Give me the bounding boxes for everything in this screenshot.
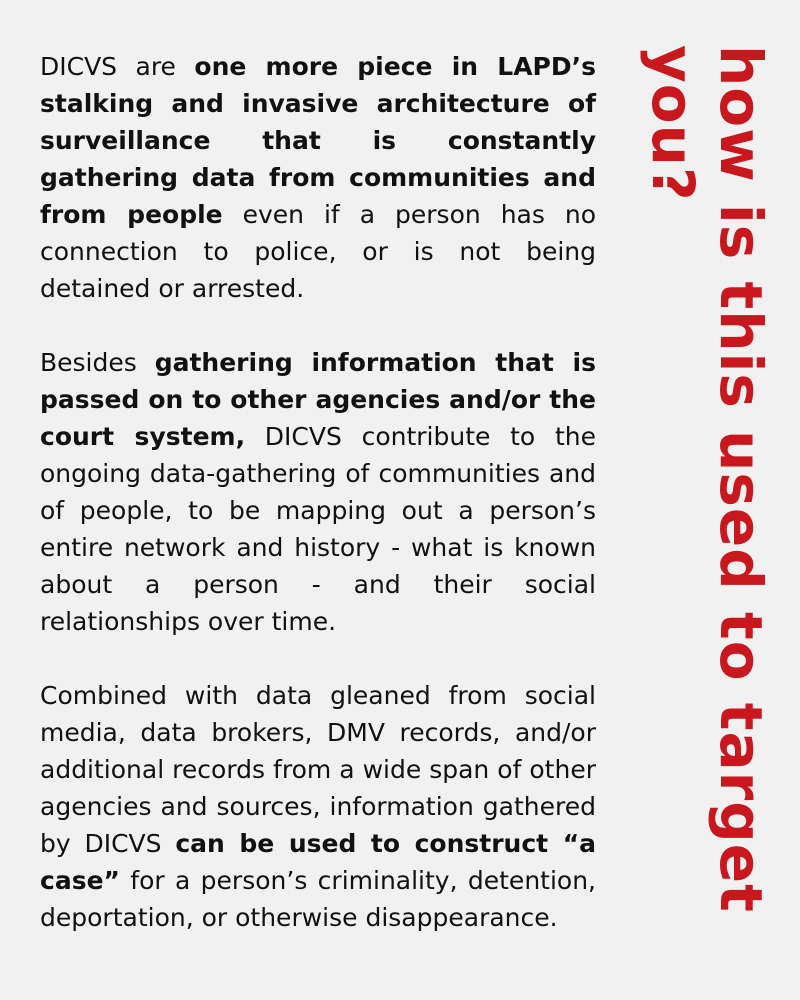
p3-seg2: can be used to construct “a case” [40,829,596,895]
p2-seg2: gathering information that is passed on to other agencies and/or the court system, [40,348,596,451]
p3-seg3: for a person’s criminality, detention, deportation, or otherwise disappearance. [40,866,596,932]
body-text [40,48,596,973]
side-title: how is this used to target you? [639,45,775,913]
side-title-container [625,45,775,965]
p2-seg1: Besides [40,348,155,377]
p2-seg3: DICVS contribute to the ongoing data-gathering of communities and of people, to be mapping out a person’s entire network and history - what is known about a person - and their social relationships over time. [40,422,596,636]
paragraph-3 [40,677,596,936]
p1-seg1: DICVS are [40,52,195,81]
p1-seg2: one more piece in LAPD’s stalking and invasive architecture of surveillance that is constantly gathering data from communities and from people [40,52,597,229]
paragraph-1 [40,48,596,307]
p3-seg1: Combined with data gleaned from social media, data brokers, DMV records, and/or additional records from a wide span of other agencies and sources, information gathered by DICVS [40,681,596,858]
paragraph-2 [40,344,596,640]
p1-seg3: even if a person has no connection to police, or is not being detained or arrested. [40,200,596,303]
